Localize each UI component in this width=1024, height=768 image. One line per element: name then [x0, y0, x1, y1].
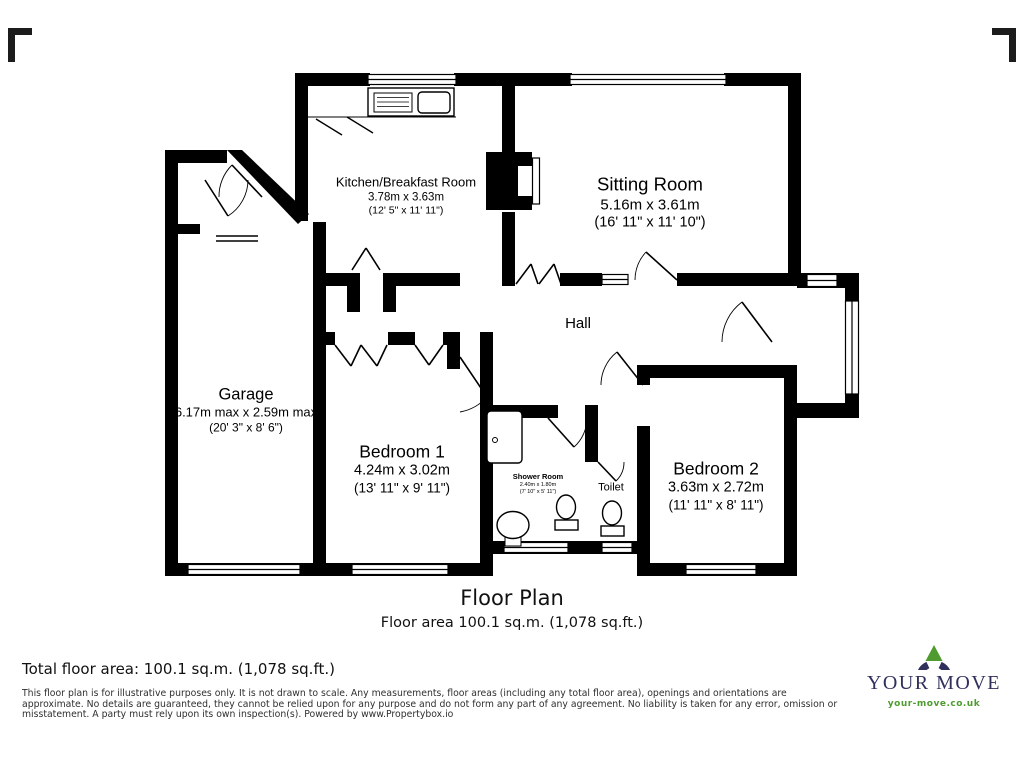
room-label-bedroom1 — [354, 441, 450, 497]
hall-entry-door — [352, 248, 380, 270]
bedroom2-window — [686, 565, 756, 575]
your-move-logo-icon — [898, 630, 970, 670]
toilet-window — [602, 543, 632, 553]
kitchen-door — [516, 264, 561, 284]
room-dimensions-imperial: (12' 5" x 11' 11") — [368, 204, 444, 217]
room-dimensions-metric: 3.63m x 2.72m — [668, 479, 764, 496]
room-dimensions-metric: 2.40m x 1.80m — [519, 481, 557, 488]
room-dimensions-metric: 4.24m x 3.02m — [354, 462, 450, 479]
shower-room-door — [548, 418, 587, 447]
room-label-sitting-room — [594, 174, 705, 233]
disclaimer-text: This floor plan is for illustrative purposes only. It is not drawn to scale. Any measurements, floor areas (including any total floor area), openings and orientations are approximate. No details are guaranteed, they cannot be relied upon for any purpose and do not form any part of any agreement. No liability is taken for any error, omission or misstatement. A party must rely upon its own inspection(s). Powered by www.Propertybox.io — [22, 688, 838, 721]
sink-icon — [368, 88, 454, 116]
washbasin-icon — [497, 512, 529, 547]
room-dimensions-imperial: (16' 11" x 11' 10") — [594, 214, 706, 231]
room-label-shower-room — [513, 472, 563, 496]
room-label-bedroom2 — [668, 458, 764, 514]
bedroom2-door — [601, 352, 643, 385]
room-name: Shower Room — [512, 471, 564, 481]
room-label-hall: Hall — [565, 314, 591, 332]
logo-triangle-icon — [926, 645, 943, 661]
bay-door — [722, 302, 772, 342]
room-dimensions-imperial: (11' 11" x 8' 11") — [668, 497, 764, 513]
room-name: Garage — [218, 385, 274, 404]
garage-door — [205, 180, 248, 216]
logo-website-link[interactable]: your-move.co.uk — [887, 699, 981, 709]
room-label-kitchen — [336, 175, 476, 218]
room-dimensions-metric: 3.78m x 3.63m — [367, 191, 445, 204]
room-name: Sitting Room — [597, 173, 703, 195]
total-floor-area: Total floor area: 100.1 sq.m. (1,078 sq.ft.) — [22, 660, 335, 678]
bedroom1-doors — [335, 345, 443, 366]
room-dimensions-imperial: (20' 3" x 8' 6") — [209, 420, 283, 435]
your-move-logo — [853, 630, 1015, 709]
toilet-door — [598, 462, 624, 481]
room-dimensions-imperial: (7' 10" x 5' 11") — [519, 488, 557, 495]
room-name: Bedroom 1 — [359, 441, 445, 462]
floor-area-subtitle: Floor area 100.1 sq.m. (1,078 sq.ft.) — [380, 615, 644, 631]
toilet-icon — [601, 501, 624, 536]
hall-window — [602, 275, 628, 285]
room-label-garage — [175, 385, 317, 436]
step-lines — [216, 236, 258, 241]
room-name: Kitchen/Breakfast Room — [335, 174, 477, 190]
garage-window — [188, 565, 300, 575]
page-title: Floor Plan — [460, 586, 564, 610]
title-block — [0, 586, 1024, 631]
bedroom1-window — [352, 565, 448, 575]
shower-tray-icon — [487, 411, 522, 463]
room-dimensions-imperial: (13' 11" x 9' 11") — [353, 480, 451, 496]
sitting-room-door — [635, 252, 677, 280]
room-dimensions-metric: 5.16m x 3.61m — [600, 196, 700, 214]
room-dimensions-metric: 6.17m max x 2.59m max — [174, 404, 318, 420]
room-name: Bedroom 2 — [673, 458, 759, 479]
bay-side-window — [846, 301, 859, 394]
logo-brand-text: YOUR MOVE — [866, 672, 1002, 694]
sitting-room-window — [570, 75, 726, 85]
bay-top-window — [807, 275, 837, 287]
kitchen-cupboard-doors — [316, 117, 373, 135]
room-label-toilet: Toilet — [598, 481, 624, 494]
kitchen-window — [368, 75, 456, 85]
toilet-icon — [555, 495, 578, 530]
